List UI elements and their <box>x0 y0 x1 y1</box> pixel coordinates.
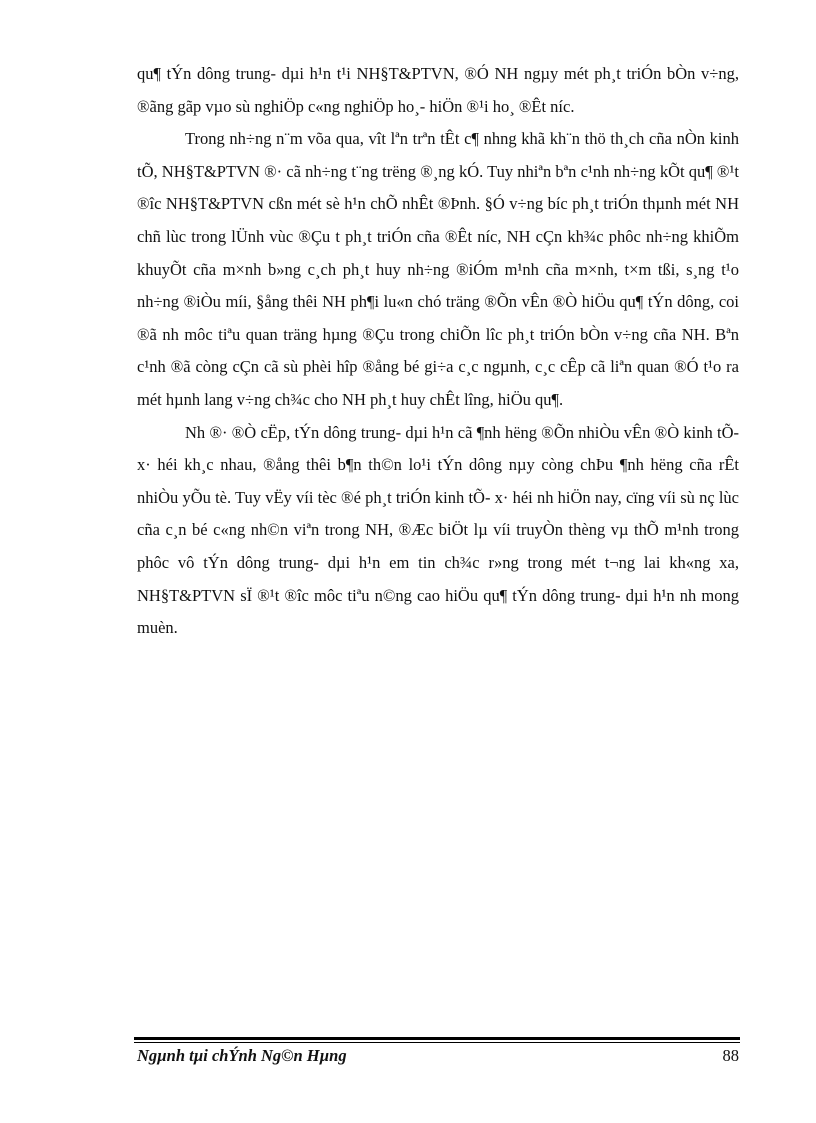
footer-department-label: Ngµnh tµi chÝnh Ng©n Hµng <box>137 1046 347 1065</box>
body-text <box>137 58 739 645</box>
paragraph-conclusion: Nh ®· ®Ò cËp, tÝn dông trung- dµi h¹n cã ¶nh hëng ®Õn nhiÒu vÊn ®Ò kinh tÕ- x· héi kh¸c nhau, ®ång thêi b¶n th©n lo¹i tÝn dông nµy còng chÞu ¶nh hëng cña rÊt nhiÒu yÕu tè. Tuy vËy víi tèc ®é ph¸t triÓn kinh tÕ- x· héi nh hiÖn nay, cïng víi sù nç lùc cña c¸n bé c«ng nh©n viªn trong NH, ®Æc biÖt lµ víi truyÒn thèng vµ thÕ m¹nh trong phôc vô tÝn dông trung- dµi h¹n em tin ch¾c r»ng trong mét t¬ng lai kh«ng xa, NH§T&PTVN sÏ ®¹t ®îc môc tiªu n©ng cao hiÖu qu¶ tÝn dông trung- dµi h¹n nh mong muèn. <box>137 422 739 638</box>
paragraph-achievements: Trong nh÷ng n¨m võa qua, vît lªn trªn tÊt c¶ nhng khã kh¨n thö th¸ch cña nÒn kinh tÕ, NH§T&PTVN ®· cã nh÷ng t¨ng trëng ®¸ng kÓ. Tuy nhiªn bªn c¹nh nh÷ng kÕt qu¶ ®¹t ®îc NH§T&PTVN cßn mét sè h¹n chÕ nhÊt ®Þnh. §Ó v÷ng bíc ph¸t triÓn thµnh mét NH chñ lùc trong lÜnh vùc ®Çu t ph¸t triÓn cña ®Êt níc, NH cÇn kh¾c phôc nh÷ng khiÕm khuyÕt cña m×nh b»ng c¸ch ph¸t huy nh÷ng ®iÓm m¹nh cña m×nh, t×m tßi, s¸ng t¹o nh÷ng ®iÒu míi, §ång thêi NH ph¶i lu«n chó träng ®Õn vÊn ®Ò hiÖu qu¶ tÝn dông, coi ®ã nh môc tiªu quan träng hµng ®Çu trong chiÕn lîc ph¸t triÓn bÒn v÷ng cña NH. Bªn c¹nh ®ã còng cÇn cã sù phèi hîp ®ång bé gi÷a c¸c ngµnh, c¸c cÊp cã liªn quan ®Ó t¹o ra mét hµnh lang v÷ng ch¾c cho NH ph¸t huy chÊt lîng, hiÖu qu¶. <box>137 129 739 409</box>
page-number: 88 <box>722 1046 739 1065</box>
footer-divider-thick <box>134 1037 740 1040</box>
footer-divider-thin <box>134 1042 740 1043</box>
paragraph-continuation: qu¶ tÝn dông trung- dµi h¹n t¹i NH§T&PTVN, ®Ó NH ngµy mét ph¸t triÓn bÒn v÷ng, ®ãng gãp vµo sù nghiÖp c«ng nghiÖp ho¸- hiÖn ®¹i ho¸ ®Êt níc. <box>137 64 739 116</box>
